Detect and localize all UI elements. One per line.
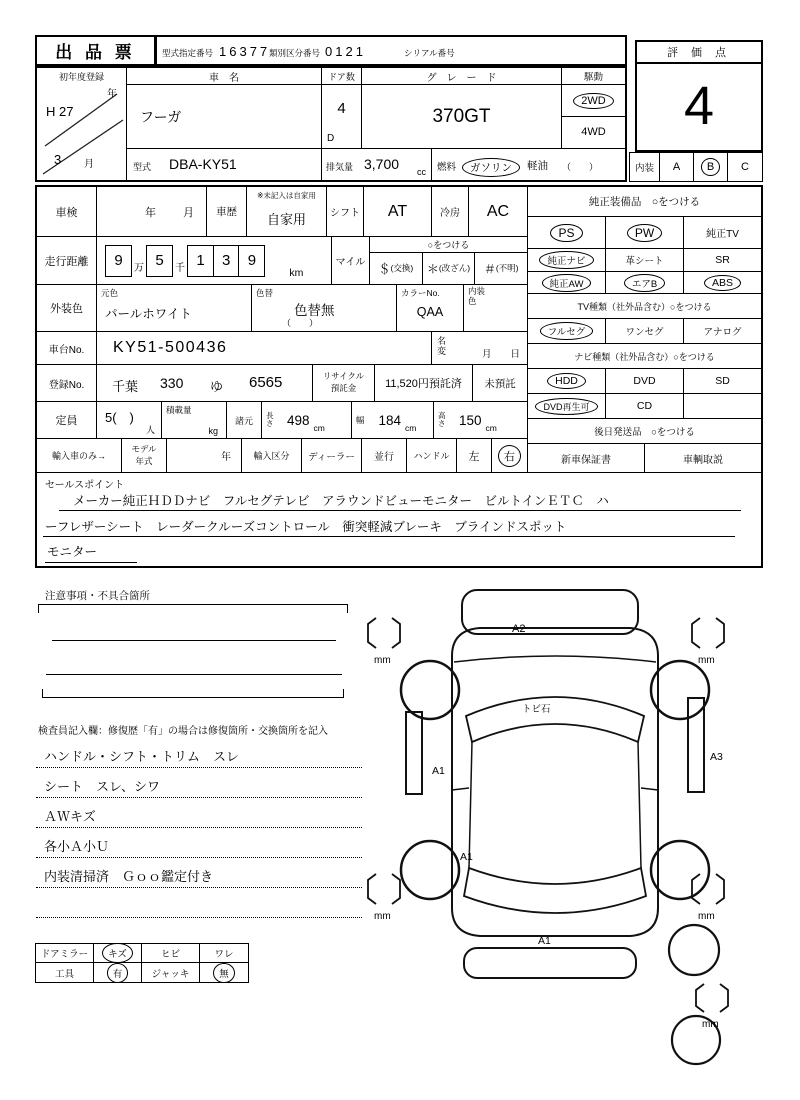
car-name-cell [127, 85, 322, 148]
exterior-color-label: 外装色 [37, 285, 97, 332]
shift-label: シフト [327, 187, 364, 237]
equip-ps: PS [528, 217, 606, 248]
mirror-hibi-option: ヒビ [142, 944, 200, 962]
handle-right-option: 右 [492, 439, 527, 472]
model-label: 型式 [133, 162, 152, 172]
mm-label-br: mm [698, 911, 715, 922]
inspector-note-line-6 [36, 896, 362, 918]
displacement-unit: cc [417, 167, 426, 177]
history-cell [247, 187, 327, 237]
equipment-column [527, 187, 761, 472]
chassis-number-cell [97, 332, 432, 365]
cooling-label: 冷房 [432, 187, 469, 237]
model-code-cell [127, 149, 322, 181]
sales-point-section [37, 472, 761, 566]
doors-header: ドア数 [322, 68, 362, 85]
sheet-title-box [35, 35, 156, 66]
base-color-cell [97, 285, 252, 332]
base-color-value: パールホワイト [105, 307, 192, 321]
evaluation-label: 評 価 点 [637, 42, 761, 64]
inspector-note-line-2 [36, 776, 362, 798]
inspector-note-line-3 [36, 806, 362, 828]
mileage-digit-10k: 9 [105, 245, 132, 277]
spec-width-cell [352, 402, 434, 439]
grade-cell: 370GT [362, 85, 562, 148]
length-label: 長さ [266, 410, 274, 428]
color-change-label: 色替 [256, 288, 274, 298]
caution-line-2 [46, 674, 342, 675]
left-door-strip [406, 712, 422, 794]
tool-no-option: 無 [200, 963, 248, 982]
capacity-persons-unit: 人 [145, 425, 155, 435]
plate-region: 千葉 [112, 379, 139, 394]
equipment-row-aw [528, 272, 761, 294]
stone-chip-label: トビ石 [522, 704, 551, 715]
drive-4wd-option: 4WD [581, 126, 606, 138]
mileage-unit-10k: 万 [134, 263, 144, 274]
grade-header: グ レ ー ド [362, 68, 562, 85]
history-note: ※未記入は自家用 [257, 191, 316, 200]
first-reg-label: 初年度登録 [58, 72, 104, 82]
history-value: 自家用 [266, 211, 306, 227]
inspector-note-2: シート スレ、シワ [44, 779, 160, 794]
handle-left-option: 左 [457, 439, 492, 472]
interior-grade-row [629, 152, 763, 182]
inspector-label: 検査員記入欄：修復歴「有」の場合は修復箇所・交換箇所を記入 [38, 726, 328, 737]
spare-wheel-1 [669, 925, 719, 975]
documents-row [528, 444, 761, 472]
bracket-br2-left [696, 984, 704, 1012]
media-row [528, 394, 761, 419]
mileage-label: 走行距離 [37, 237, 97, 285]
model-code-label: 型式指定番号 [162, 48, 214, 58]
bracket-tr-right [716, 618, 724, 648]
navi-hdd: HDD [528, 369, 606, 393]
history-label: 車歴 [207, 187, 247, 237]
mirror-label: ドアミラー [36, 944, 94, 962]
hood-line [454, 656, 656, 662]
navi-type-header: ナビ種類（社外品含む）○をつける [528, 344, 761, 369]
reg-no-label: 登録No. [37, 365, 97, 402]
handle-label: ハンドル [407, 439, 457, 472]
first-reg-month: 3 [54, 152, 62, 167]
slash-line-1 [45, 94, 117, 146]
plate-number: 6565 [249, 374, 283, 391]
car-damage-diagram [352, 578, 760, 1068]
vehicle-info-box [35, 66, 627, 182]
first-reg-era-year: H 27 [46, 104, 74, 119]
dvd-playable: DVD再生可 [528, 394, 606, 418]
b-pillar-right [641, 788, 658, 790]
bracket-bl-right [392, 874, 400, 904]
tool-label: 工具 [36, 963, 94, 982]
sales-point-line3: モニター [45, 539, 137, 563]
inspector-note-line-4 [36, 836, 362, 858]
bracket-br-left [692, 874, 700, 904]
import-only-label: 輸入車のみ→ [37, 439, 122, 472]
drive-header: 駆動 [562, 68, 625, 85]
mileage-opt-unknown: ＃ (不明) [483, 261, 519, 276]
inspector-note-3: ＡＷキズ [44, 809, 96, 824]
evaluation-box [635, 40, 763, 152]
mm-label-tr: mm [698, 655, 715, 666]
tv-analog: アナログ [703, 327, 742, 338]
color-no-cell [397, 285, 464, 332]
color-no-value: QAA [416, 305, 444, 319]
chassis-number: KY51-500436 [113, 339, 228, 356]
capacity-persons-cell [97, 402, 162, 439]
name-change-label: 名変 [437, 336, 447, 357]
import-parallel-option: 並行 [362, 439, 407, 472]
main-body-box [35, 185, 763, 568]
equip-airbag: エアB [606, 272, 684, 293]
shaken-date-cell [97, 187, 207, 237]
equip-genuine-tv: 純正TV [706, 229, 739, 240]
damage-a2-label: A2 [512, 623, 526, 635]
tv-fullseg: フルセグ [528, 319, 606, 343]
model-year-cell [167, 439, 242, 472]
windshield [466, 697, 644, 742]
color-change-value: 色替無 [294, 303, 335, 318]
interior-grade-a: A [660, 153, 694, 181]
mileage-mark-cell [370, 237, 527, 285]
car-name-header: 車 名 [127, 68, 322, 85]
name-change-date: 月 日 [481, 349, 520, 360]
car-name-value: フーガ [140, 109, 182, 125]
recycle-paid-value: 11,520円預託済 [374, 365, 472, 402]
damage-a3-label: A3 [710, 751, 723, 763]
wheel-front-right [651, 661, 709, 719]
class-code-value: 0121 [325, 44, 366, 59]
mirror-tool-table [35, 943, 249, 983]
roof-rail-left [469, 742, 472, 868]
color-change-paren: （ ） [282, 318, 319, 328]
plate-class: 330 [160, 375, 184, 391]
inspector-note-4: 各小Ａ小Ｕ [44, 839, 110, 854]
wheel-rear-left [401, 841, 459, 899]
navi-dvd: DVD [606, 369, 684, 393]
evaluation-score: 4 [683, 76, 715, 136]
tool-jack-label: ジャッキ [142, 963, 200, 982]
mm-label-tl: mm [374, 655, 391, 666]
bracket-br-right [716, 874, 724, 904]
shaken-month-suffix: 月 [183, 206, 194, 219]
interior-color-cell [464, 285, 527, 332]
load-label: 積載量 [166, 405, 192, 415]
navi-type-row [528, 369, 761, 394]
sales-point-line2: ーフレザーシート レーダークルーズコントロール 衝突軽減ブレーキ ブラインドスポット [43, 513, 735, 537]
caution-line-1 [52, 640, 336, 641]
plate-kana: ゆ [210, 379, 224, 394]
fuel-cell [432, 149, 625, 181]
inspector-note-line-1 [36, 746, 362, 768]
damage-a1-side-label: A1 [432, 765, 445, 777]
class-code-label: 類別区分番号 [269, 48, 321, 58]
first-reg-month-suffix: 月 [84, 159, 94, 170]
tool-row [36, 963, 248, 982]
load-cell [162, 402, 227, 439]
equip-genuine-navi: 純正ナビ [528, 249, 606, 271]
model-code-value: 16377 [219, 44, 271, 59]
height-value: 150 [459, 412, 482, 428]
drive-2wd-option: 2WD [562, 85, 625, 117]
mileage-km-unit: km [289, 267, 304, 279]
mileage-opt-exchange: ＄ (交換) [370, 253, 423, 284]
tv-type-header: TV種類（社外品含む）○をつける [528, 294, 761, 319]
mileage-digit-100: 1 [187, 245, 214, 277]
doors-cell [322, 85, 362, 148]
model-value: DBA-KY51 [169, 156, 237, 172]
interior-grade-label: 内装 [630, 153, 660, 181]
damage-a1-mid-label: A1 [460, 851, 473, 863]
mileage-unit-1k: 千 [175, 263, 185, 274]
mileage-digit-1k: 5 [146, 245, 173, 277]
recycle-unpaid-option: 未預託 [472, 365, 527, 402]
serial-label: シリアル番号 [404, 48, 455, 58]
height-unit: cm [485, 423, 497, 433]
mileage-mark-options [370, 253, 527, 284]
sheet-title: 出 品 票 [55, 43, 136, 62]
mileage-digit-1: 9 [238, 245, 265, 277]
equip-abs: ABS [711, 276, 733, 289]
displacement-value: 3,700 [364, 156, 400, 172]
inspector-note-1: ハンドル・シフト・トリム スレ [44, 749, 240, 764]
model-year-label-cell: モデル 年式 [122, 439, 167, 472]
chassis-label: 車台No. [37, 332, 97, 365]
name-change-cell [432, 332, 527, 365]
equipment-row-ps [528, 217, 761, 249]
inspector-note-line-5 [36, 866, 362, 888]
bracket-tl-right [392, 618, 400, 648]
interior-grade-c: C [741, 161, 749, 173]
damage-a1-rear-label: A1 [538, 935, 551, 947]
interior-color-label: 内装色 [468, 286, 486, 306]
spec-length-cell [262, 402, 352, 439]
shaken-year-suffix: 年 [145, 206, 156, 219]
ship-later-header: 後日発送品 ○をつける [528, 419, 761, 444]
mm-label-bl: mm [374, 911, 391, 922]
load-unit: kg [208, 426, 218, 436]
equip-pw: PW [606, 217, 684, 248]
mileage-digits-cell [97, 237, 332, 285]
wheel-rear-right [651, 841, 709, 899]
sales-point-line1: メーカー純正ＨＤＤナビ フルセグテレビ アラウンドビューモニター ビルトインＥＴＣ ハ [59, 487, 741, 511]
wheel-front-left [401, 661, 459, 719]
navi-sd: SD [715, 375, 730, 387]
mm-label-br2: mm [702, 1019, 719, 1030]
import-type-label: 輸入区分 [242, 439, 302, 472]
right-door-strip [688, 698, 704, 792]
b-pillar-left [452, 788, 469, 790]
tv-oneseg: ワンセグ [606, 319, 684, 343]
mirror-kizu-option: キズ [94, 944, 142, 962]
equipment-row-navi [528, 249, 761, 272]
equip-leather: 革シート [606, 249, 684, 271]
model-disp-fuel-row [127, 148, 625, 180]
fuel-label: 燃料 [437, 162, 457, 173]
displacement-label: 排気量 [326, 162, 354, 172]
equipment-header: 純正装備品 ○をつける [528, 187, 761, 217]
width-label: 幅 [356, 415, 365, 425]
interior-grade-b: B [694, 153, 728, 181]
mile-label: マイル [332, 237, 370, 285]
first-reg-year-suffix: 年 [107, 89, 117, 100]
model-year-suffix: 年 [221, 452, 231, 463]
drive-cell [562, 85, 625, 148]
doors-sub-value: D [327, 133, 335, 144]
width-unit: cm [405, 423, 417, 433]
car-body-outline [452, 628, 658, 936]
equip-genuine-aw: 純正AW [528, 272, 606, 293]
recycle-label-cell: リサイクル 預託金 [312, 365, 374, 402]
media-empty [684, 394, 761, 418]
cooling-value: AC [469, 187, 527, 237]
mileage-opt-tamper: ＊ (改ざん) [423, 253, 476, 284]
shift-value: AT [364, 187, 432, 237]
color-no-label: カラーNo. [401, 288, 440, 298]
first-reg-cell [37, 68, 127, 180]
mirror-ware-option: ワレ [214, 949, 234, 960]
fuel-paren: （ ） [562, 162, 599, 172]
rear-window [464, 868, 646, 913]
bracket-br2-right [720, 984, 728, 1012]
caution-label: 注意事項・不具合箇所 [45, 590, 150, 602]
reg-plate-cell [97, 365, 312, 402]
media-cd: CD [606, 394, 684, 418]
vehicle-manual: 車輌取説 [683, 454, 723, 466]
roof-rail-right [638, 742, 641, 868]
capacity-persons: 5( ) [105, 410, 134, 425]
mileage-circle-header: ○をつける [370, 237, 527, 253]
bracket-bl-left [368, 874, 376, 904]
fuel-diesel-option: 軽油 [527, 160, 548, 172]
header-codes-box [155, 35, 627, 66]
displacement-cell [322, 149, 432, 181]
bracket-tr-left [692, 618, 700, 648]
inspector-note-5: 内装清掃済 Ｇｏｏ鑑定付き [44, 869, 214, 884]
mileage-digit-10: 3 [213, 245, 240, 277]
import-dealer-option: ディーラー [302, 439, 362, 472]
sales-point-label: セールスポイント [45, 480, 125, 491]
equip-sunroof: SR [715, 254, 730, 266]
base-color-label: 元色 [101, 288, 119, 298]
height-label: 高さ [438, 410, 446, 428]
tv-type-row [528, 319, 761, 344]
rear-bumper [464, 948, 636, 978]
warranty-book: 新車保証書 [528, 444, 645, 472]
width-value: 184 [378, 412, 402, 428]
caution-box-top-bracket [38, 604, 348, 613]
mirror-row [36, 944, 248, 963]
shaken-label: 車検 [37, 187, 97, 237]
spec-label: 諸元 [227, 402, 262, 439]
length-value: 498 [287, 412, 310, 428]
color-change-cell [252, 285, 397, 332]
spec-height-cell [434, 402, 527, 439]
doors-value: 4 [337, 99, 346, 117]
length-unit: cm [313, 423, 325, 433]
bracket-tl-left [368, 618, 376, 648]
tool-yes-option: 有 [94, 963, 142, 982]
caution-box-bottom-bracket [42, 689, 344, 698]
fuel-gasoline-option: ガソリン [470, 162, 512, 174]
capacity-label: 定員 [37, 402, 97, 439]
